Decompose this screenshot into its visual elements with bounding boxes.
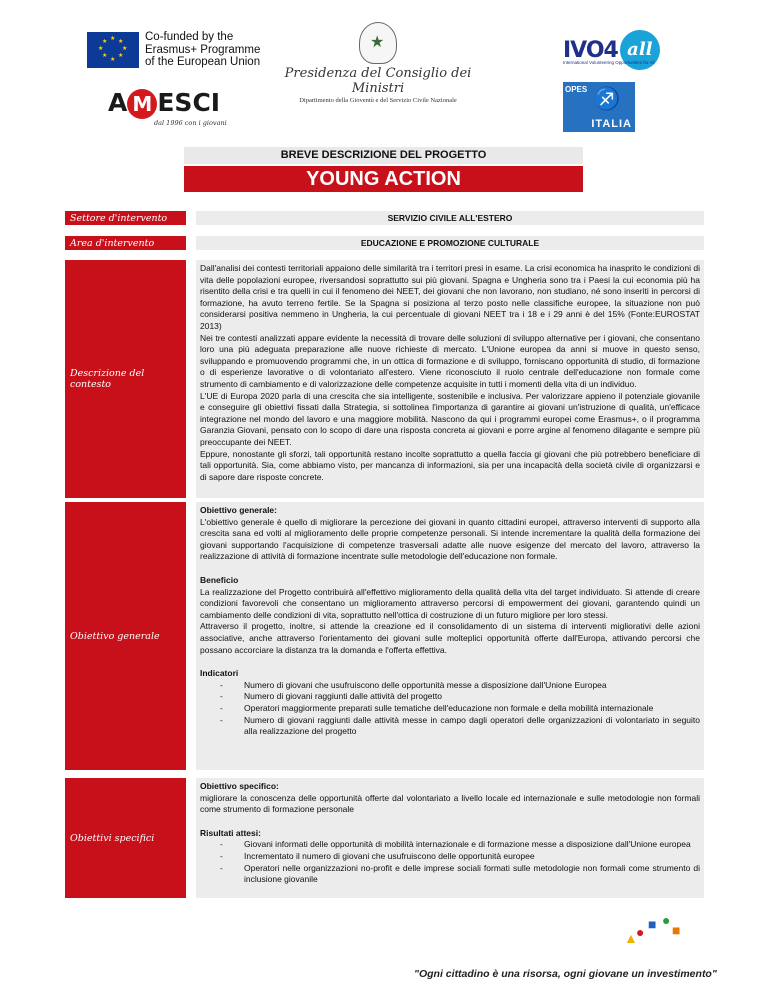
list-item: - Numero di giovani che usufruiscono delle opportunità messe a disposizione dall'Unione Europea — [200, 680, 700, 692]
area-label: Area d'intervento — [65, 236, 186, 250]
obiettivo-generale-content — [196, 502, 704, 770]
obiettivo-specifico-text: migliorare la conoscenza delle opportunità offerte dal volontariato a livello locale ed internazionale e sulle metodologie non formali come strumento di formazione personale — [200, 792, 700, 815]
ivo4all-tagline: International Volunteering Opportunities for All — [563, 60, 655, 65]
opes-italia-logo — [563, 82, 635, 132]
obiettivi-specifici-content — [196, 778, 704, 898]
italian-emblem-icon — [359, 22, 397, 64]
beneficio-text: Attraverso il progetto, inoltre, si attende la creazione ed il consolidamento di un sistema di interventi migliorativi delle azioni associative, anche attraverso l'orientamento dei giovani sulle molteplici opportunità offerte dall'Europa, attivando percorsi che possano accorciare la distanza tra la domanda e l'offerta effettiva. — [200, 621, 700, 655]
settore-label: Settore d'intervento — [65, 211, 186, 225]
indicatori-heading: Indicatori — [200, 668, 239, 679]
presidenza-logo — [283, 22, 473, 104]
list-item: - Numero di giovani raggiunti dalle attività messe in campo dagli operatori delle organizzazioni di volontariato in seguito alla realizzazione del progetto — [200, 715, 700, 738]
contesto-paragraph: Eppure, nonostante gli sforzi, tali opportunità restano incolte soprattutto a quella faccia gi giovani che più potrebbero beneficiare di tali opportunità. Sia, come abbiamo visto, per mancanza di informazioni, sia per una incapacità della società civile di organizzarsi e di sapore dare risposte concrete. — [200, 448, 700, 482]
risultati-heading: Risultati attesi: — [200, 827, 261, 838]
settore-value: SERVIZIO CIVILE ALL'ESTERO — [196, 211, 704, 225]
risultati-list — [200, 839, 700, 885]
opes-figure-icon: ♐ — [593, 86, 621, 111]
contesto-paragraph: Nei tre contesti analizzati appare evidente la necessità di trovare delle soluzioni di sviluppo alternative per i giovani, che consentano loro una più adeguata preparazione alle nuove richieste di mercato. L'Unione europea da anni si muove in questo senso, sviluppando e promuovendo programmi che, in un ottica di formazione e di sviluppo, forniscano opportunità di studio, di formazione o di esperienze lavorative o di volontariato all'estero. Viene riconosciuto il ruolo centrale dell'educazione non formale come strumento di cambiamento e di valorizzazione delle competenze acquisite in tutti i momenti della vita di un individuo. — [200, 332, 700, 389]
presidenza-subtitle: Dipartimento della Gioventù e del Servizio Civile Nazionale — [299, 97, 457, 104]
indicatori-list — [200, 680, 700, 738]
amesci-letters-rest: ESCI — [157, 88, 221, 117]
eu-erasmus-logo — [87, 31, 260, 69]
amesci-m-icon: M — [127, 89, 157, 119]
obiettivi-specifici-label: Obiettivi specifici — [65, 778, 186, 898]
opes-italia-text: ITALIA — [591, 118, 632, 130]
list-item: - Numero di giovani raggiunti dalle attività del progetto — [200, 691, 700, 703]
eu-logo-line3: of the European Union — [145, 56, 261, 68]
presidenza-title: Presidenza del Consiglio dei Ministri — [284, 66, 472, 96]
lego-figures-icon: ▲ ● ■ ● ■ — [624, 912, 681, 946]
obiettivo-generale-heading: Obiettivo generale: — [200, 505, 277, 515]
footer-quote: "Ogni cittadino è una risorsa, ogni giovane un investimento" — [414, 968, 717, 980]
beneficio-text: La realizzazione del Progetto contribuirà all'effettivo miglioramento della qualità della vita del target individuato. Si attende di creare condizioni favorevoli che consentano un miglioramento attraverso percorsi di empowerment dei giovani, garantendo quindi un cambiamento delle condizioni di vita, soprattutto nell'ottica di costruzione di un futuro migliore per loro stessi. — [200, 586, 700, 620]
eu-logo-line1: Co-funded by the — [145, 31, 234, 43]
amesci-tagline: dal 1996 con i giovani — [154, 119, 227, 127]
list-item: - Operatori maggiormente preparati sulle tematiche dell'educazione non formale e della mobilità internazionale — [200, 703, 700, 715]
ivo4all-word: IVO4 — [563, 37, 618, 63]
project-title: YOUNG ACTION — [184, 166, 583, 192]
contesto-paragraph: Dall'analisi dei contesti territoriali appaiono delle similarità tra i territori presi in esame. La crisi economica ha inasprito le condizioni di vita delle popolazioni europee, riversandosi soprattutto sui più giovani. Spagna e Ungheria sono tra i Paesi la cui economia più ha risentito della crisi e tra quelli in cui il fenomeno dei NEET, dei giovani che non lavorano, non studiano, né sono inseriti in percorsi di formazione, ha avuto terreno fertile. Se la Spagna si posiziona al terzo posto nelle classifiche europee, la situazione non può considerarsi positiva nemmeno in Ungheria, la cui percentuale di giovani NEET tra i 18 e i 29 anni è del 15% (Fonte:EUROSTAT 2013) — [200, 263, 700, 331]
list-item: - Giovani informati delle opportunità di mobilità internazionale e di formazione messe a disposizione dall'Unione europea — [200, 839, 700, 851]
contesto-label: Descrizione del contesto — [65, 260, 186, 498]
amesci-letter-a: A — [108, 88, 128, 117]
contesto-content — [196, 260, 704, 498]
brief-description-heading: BREVE DESCRIZIONE DEL PROGETTO — [184, 147, 583, 164]
opes-vertical-text: OPES — [565, 85, 588, 94]
obiettivo-specifico-heading: Obiettivo specifico: — [200, 781, 279, 791]
area-value: EDUCAZIONE E PROMOZIONE CULTURALE — [196, 236, 704, 250]
logo-header — [0, 0, 768, 145]
eu-logo-line2: Erasmus+ Programme — [145, 43, 261, 56]
ivo4all-logo — [563, 30, 660, 70]
list-item: - Incrementato il numero di giovani che usufruiscono delle opportunità europee — [200, 851, 700, 863]
eu-flag-icon: ★ ★ ★ ★ ★ ★ ★ ★ — [87, 32, 139, 68]
obiettivo-generale-label: Obiettivo generale — [65, 502, 186, 770]
contesto-paragraph: L'UE di Europa 2020 parla di una crescita che sia intelligente, sostenibile e inclusiva. Per valorizzare appieno il potenziale giovanile e conseguire gli obiettivi fissati dalla Strategia, si sottolinea l'importanza di garantire ai giovani un'istruzione di qualità, un'efficace integrazione nel mondo del lavoro e una maggiore mobilità. Nascono da qui i programmi europei come Erasmus+, o il programma Garanzia Giovani, pensato con lo scopo di dare una risposta concreta ai giovani e porre argine al fenomeno dilagante e sempre più preoccupante dei NEET. — [200, 390, 700, 447]
amesci-logo — [108, 88, 227, 127]
beneficio-heading: Beneficio — [200, 574, 239, 585]
ivo4all-all: all — [620, 30, 660, 70]
obiettivo-generale-text: L'obiettivo generale è quello di migliorare la percezione dei giovani in quanto cittadini europei, attraverso interventi di supporto alla crescita sana ed volti al miglioramento delle proprie competenze personali. Si intende incrementare la qualità della formazione dei giovani supportando l'acquisizione di competenze trasversali adatte alle nuove esigenze del mercato del lavoro, attraverso la realizzazione di attività di formazione incentrate sulle metodologie dell'educazione non formale. — [200, 516, 700, 562]
list-item: - Operatori nelle organizzazioni no-profit e delle imprese sociali formati sulle metodologie non formali come strumento di inclusione giovanile — [200, 863, 700, 886]
